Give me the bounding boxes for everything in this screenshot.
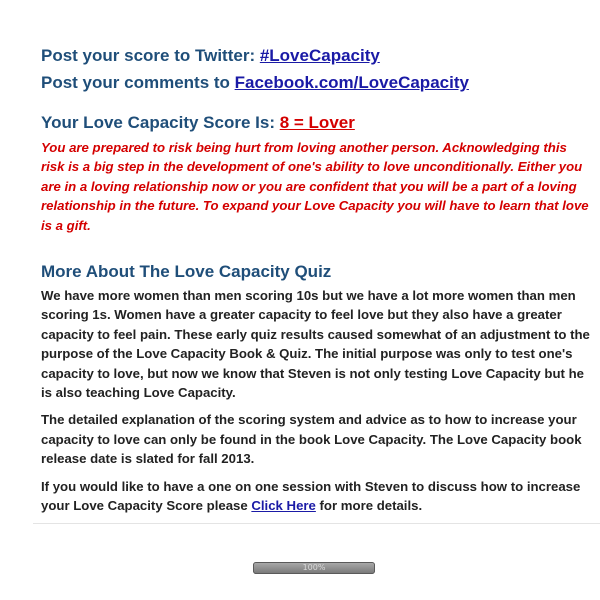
progress-label: 100%: [302, 563, 326, 572]
session-text-suffix: for more details.: [315, 498, 423, 514]
main-content: [41, 42, 591, 516]
facebook-share-prefix: Post your comments to: [41, 73, 235, 92]
more-about-heading: More About The Love Capacity Quiz: [41, 262, 332, 282]
loading-progress-bar: [253, 562, 375, 574]
more-about-paragraph-2: The detailed explanation of the scoring system and advice as to how to increase your capacity to love can only be found in the book Love Capacity. The Love Capacity book release date is slated for fall 2013.: [41, 412, 582, 467]
session-text-prefix: If you would like to have a one on one session with Steven to discuss how to increase your Love Capacity Score please: [41, 478, 581, 514]
twitter-share-prefix: Post your score to Twitter:: [41, 46, 260, 65]
more-about-paragraph-3: [41, 477, 591, 516]
twitter-hashtag-link[interactable]: #LoveCapacity: [259, 46, 380, 65]
content-divider: [33, 523, 600, 524]
facebook-page-link[interactable]: Facebook.com/LoveCapacity: [234, 73, 469, 92]
score-value: 8 = Lover: [279, 113, 355, 132]
facebook-share-line: [41, 69, 591, 96]
more-about-paragraph-1: We have more women than men scoring 10s but we have a lot more women than men scoring 1s. Women have a greater capacity to feel love but they also have a greater capacity to feel pain. These early quiz results caused somewhat of an adjustment to the purpose of the Love Capacity Book & Quiz. The initial purpose was only to test one's capacity to love, but now we know that Steven is not only testing Love Capacity but he is also teaching Love Capacity.: [41, 288, 590, 401]
score-heading-label: Your Love Capacity Score Is:: [41, 113, 280, 132]
click-here-link[interactable]: Click Here: [251, 498, 316, 514]
twitter-share-line: [41, 42, 591, 69]
score-heading: [41, 111, 591, 135]
score-description: You are prepared to risk being hurt from loving another person. Acknowledging this risk is a big step in the development of one's ability to love unconditionally. Either you are in a loving relationship now or you are confident that you will be a part of a loving relationship in the future. To expand your Love Capacity you will have to learn that love is a gift.: [41, 140, 589, 233]
